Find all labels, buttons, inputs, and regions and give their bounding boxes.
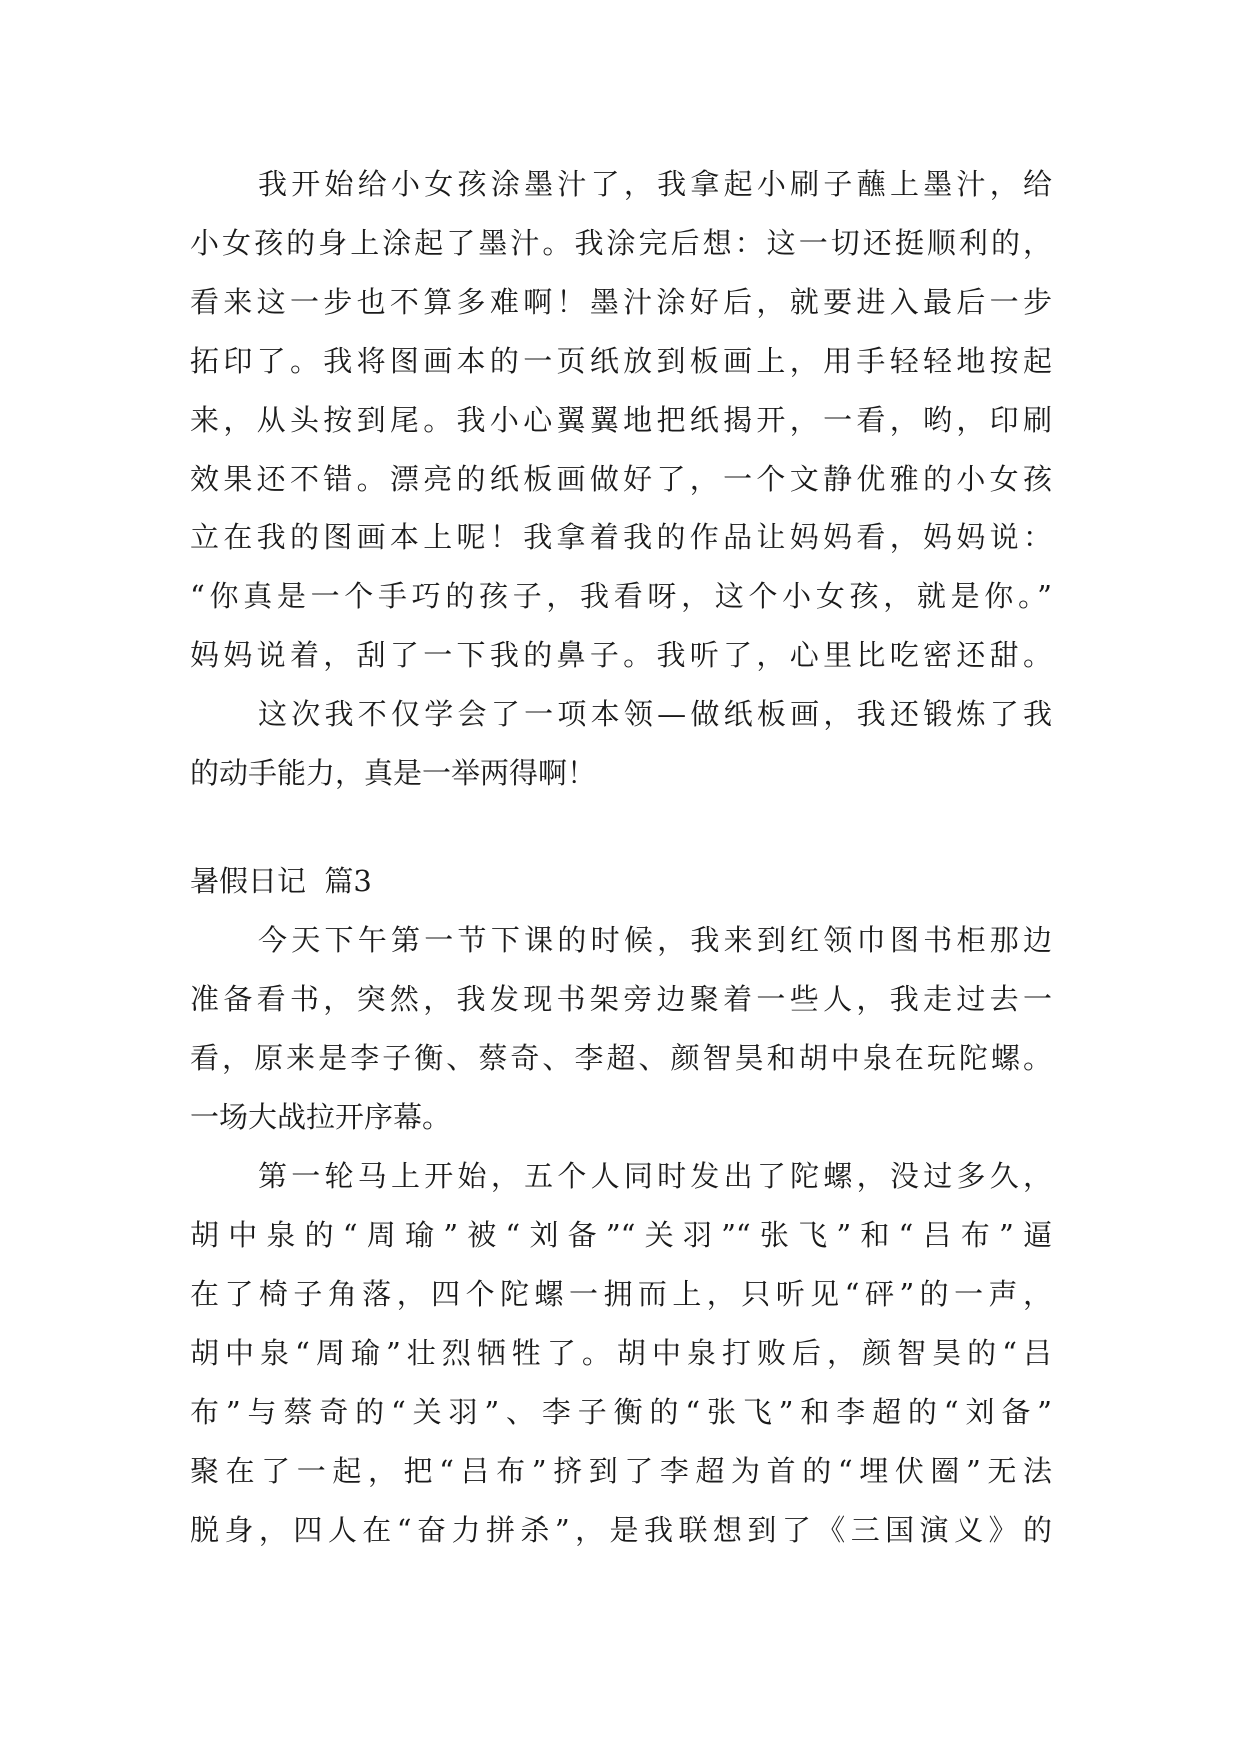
paragraph-line: 在了椅子角落，四个陀螺一拥而上，只听见“砰”的一声， — [190, 1277, 1052, 1311]
paragraph-line: 这次我不仅学会了一项本领—做纸板画，我还锻炼了我 — [258, 697, 1052, 731]
paragraph-line: 脱身，四人在“奋力拼杀”，是我联想到了《三国演义》的 — [190, 1513, 1052, 1547]
paragraph-line: 拓印了。我将图画本的一页纸放到板画上，用手轻轻地按起 — [190, 344, 1052, 378]
paragraph-line: 胡中泉的“周瑜”被“刘备”“关羽”“张飞”和“吕布”逼 — [190, 1218, 1052, 1252]
paragraph-line: 妈妈说着，刮了一下我的鼻子。我听了，心里比吃密还甜。 — [190, 638, 1052, 672]
paragraph-line: 第一轮马上开始，五个人同时发出了陀螺，没过多久， — [258, 1159, 1052, 1193]
paragraph-line: 看，原来是李子衡、蔡奇、李超、颜智昊和胡中泉在玩陀螺。 — [190, 1041, 1052, 1075]
paragraph-line: 看来这一步也不算多难啊！墨汁涂好后，就要进入最后一步 — [190, 285, 1052, 319]
paragraph-line: 的动手能力，真是一举两得啊！ — [190, 756, 597, 790]
paragraph-line: 胡中泉“周瑜”壮烈牺牲了。胡中泉打败后，颜智昊的“吕 — [190, 1336, 1052, 1370]
paragraph-line: 效果还不错。漂亮的纸板画做好了，一个文静优雅的小女孩 — [190, 462, 1052, 496]
paragraph-line: 我开始给小女孩涂墨汁了，我拿起小刷子蘸上墨汁，给 — [258, 167, 1052, 201]
section-heading: 暑假日记 篇3 — [190, 864, 372, 898]
paragraph-line: 布”与蔡奇的“关羽”、李子衡的“张飞”和李超的“刘备” — [190, 1395, 1052, 1429]
paragraph-line: “你真是一个手巧的孩子，我看呀，这个小女孩，就是你。” — [190, 579, 1052, 613]
paragraph-line: 小女孩的身上涂起了墨汁。我涂完后想：这一切还挺顺利的， — [190, 226, 1052, 260]
paragraph-line: 来，从头按到尾。我小心翼翼地把纸揭开，一看，哟，印刷 — [190, 403, 1052, 437]
paragraph-line: 准备看书，突然，我发现书架旁边聚着一些人，我走过去一 — [190, 982, 1052, 1016]
paragraph-line: 聚在了一起，把“吕布”挤到了李超为首的“埋伏圈”无法 — [190, 1454, 1052, 1488]
paragraph-line: 今天下午第一节下课的时候，我来到红领巾图书柜那边 — [258, 923, 1052, 957]
paragraph-line: 立在我的图画本上呢！我拿着我的作品让妈妈看，妈妈说： — [190, 520, 1052, 554]
paragraph-line: 一场大战拉开序幕。 — [190, 1100, 452, 1134]
